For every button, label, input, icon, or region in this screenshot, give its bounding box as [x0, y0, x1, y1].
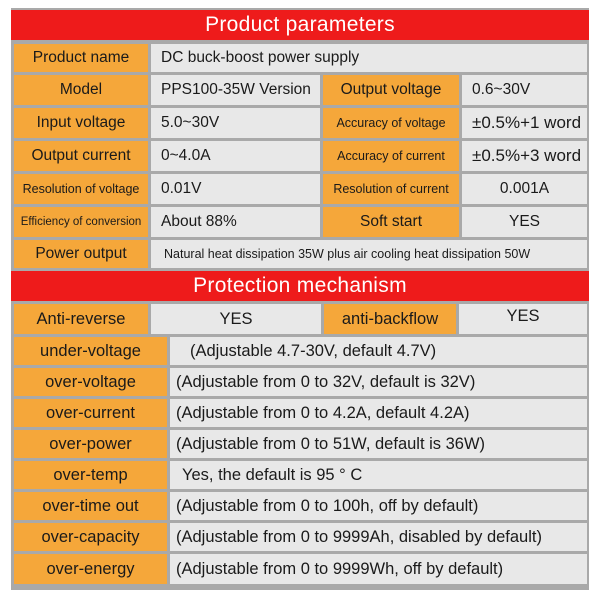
protection-value-over-energy: (Adjustable from 0 to 9999Wh, off by default): [170, 554, 587, 584]
param-label-efficiency-of-conversion: Efficiency of conversion: [14, 207, 148, 237]
param-value-accuracy-of-current: ±0.5%+3 word: [462, 141, 587, 171]
param-label-power-output: Power output: [14, 240, 148, 268]
param-label-output-voltage: Output voltage: [323, 75, 459, 105]
param-value-resolution-of-voltage: 0.01V: [151, 174, 320, 204]
param-label-accuracy-of-voltage: Accuracy of voltage: [323, 108, 459, 138]
protection-label-over-power: over-power: [14, 430, 167, 458]
protection-label-over-time-out: over-time out: [14, 492, 167, 520]
param-value-product-name: DC buck-boost power supply: [151, 44, 587, 72]
product-parameters-header: Product parameters: [11, 10, 589, 40]
protection-label-over-voltage: over-voltage: [14, 368, 167, 396]
protection-label-over-current: over-current: [14, 399, 167, 427]
protection-label-anti-reverse: Anti-reverse: [14, 304, 148, 334]
param-label-product-name: Product name: [14, 44, 148, 72]
protection-label-anti-backflow: anti-backflow: [324, 304, 456, 334]
protection-value-under-voltage: (Adjustable 4.7-30V, default 4.7V): [170, 337, 587, 365]
param-value-input-voltage: 5.0~30V: [151, 108, 320, 138]
param-value-soft-start: YES: [462, 207, 587, 237]
spec-sheet: [11, 8, 589, 590]
param-value-output-voltage: 0.6~30V: [462, 75, 587, 105]
protection-label-under-voltage: under-voltage: [14, 337, 167, 365]
protection-label-over-energy: over-energy: [14, 554, 167, 584]
param-value-output-current: 0~4.0A: [151, 141, 320, 171]
protection-value-over-voltage: (Adjustable from 0 to 32V, default is 32V): [170, 368, 587, 396]
param-label-input-voltage: Input voltage: [14, 108, 148, 138]
protection-value-over-time-out: (Adjustable from 0 to 100h, off by default): [170, 492, 587, 520]
param-value-efficiency-of-conversion: About 88%: [151, 207, 320, 237]
protection-value-anti-reverse: YES: [151, 304, 321, 334]
param-label-resolution-of-current: Resolution of current: [323, 174, 459, 204]
param-label-model: Model: [14, 75, 148, 105]
protection-label-over-temp: over-temp: [14, 461, 167, 489]
protection-value-over-power: (Adjustable from 0 to 51W, default is 36W): [170, 430, 587, 458]
param-value-accuracy-of-voltage: ±0.5%+1 word: [462, 108, 587, 138]
param-label-resolution-of-voltage: Resolution of voltage: [14, 174, 148, 204]
protection-value-over-current: (Adjustable from 0 to 4.2A, default 4.2A): [170, 399, 587, 427]
param-value-power-output: Natural heat dissipation 35W plus air cooling heat dissipation 50W: [151, 240, 587, 268]
param-label-output-current: Output current: [14, 141, 148, 171]
protection-value-anti-backflow: YES: [459, 304, 587, 334]
param-value-resolution-of-current: 0.001A: [462, 174, 587, 204]
protection-value-over-temp: Yes, the default is 95 ° C: [170, 461, 587, 489]
protection-value-over-capacity: (Adjustable from 0 to 9999Ah, disabled by default): [170, 523, 587, 551]
param-label-soft-start: Soft start: [323, 207, 459, 237]
param-label-accuracy-of-current: Accuracy of current: [323, 141, 459, 171]
protection-mechanism-header: Protection mechanism: [11, 271, 589, 301]
protection-label-over-capacity: over-capacity: [14, 523, 167, 551]
param-value-model: PPS100-35W Version: [151, 75, 320, 105]
